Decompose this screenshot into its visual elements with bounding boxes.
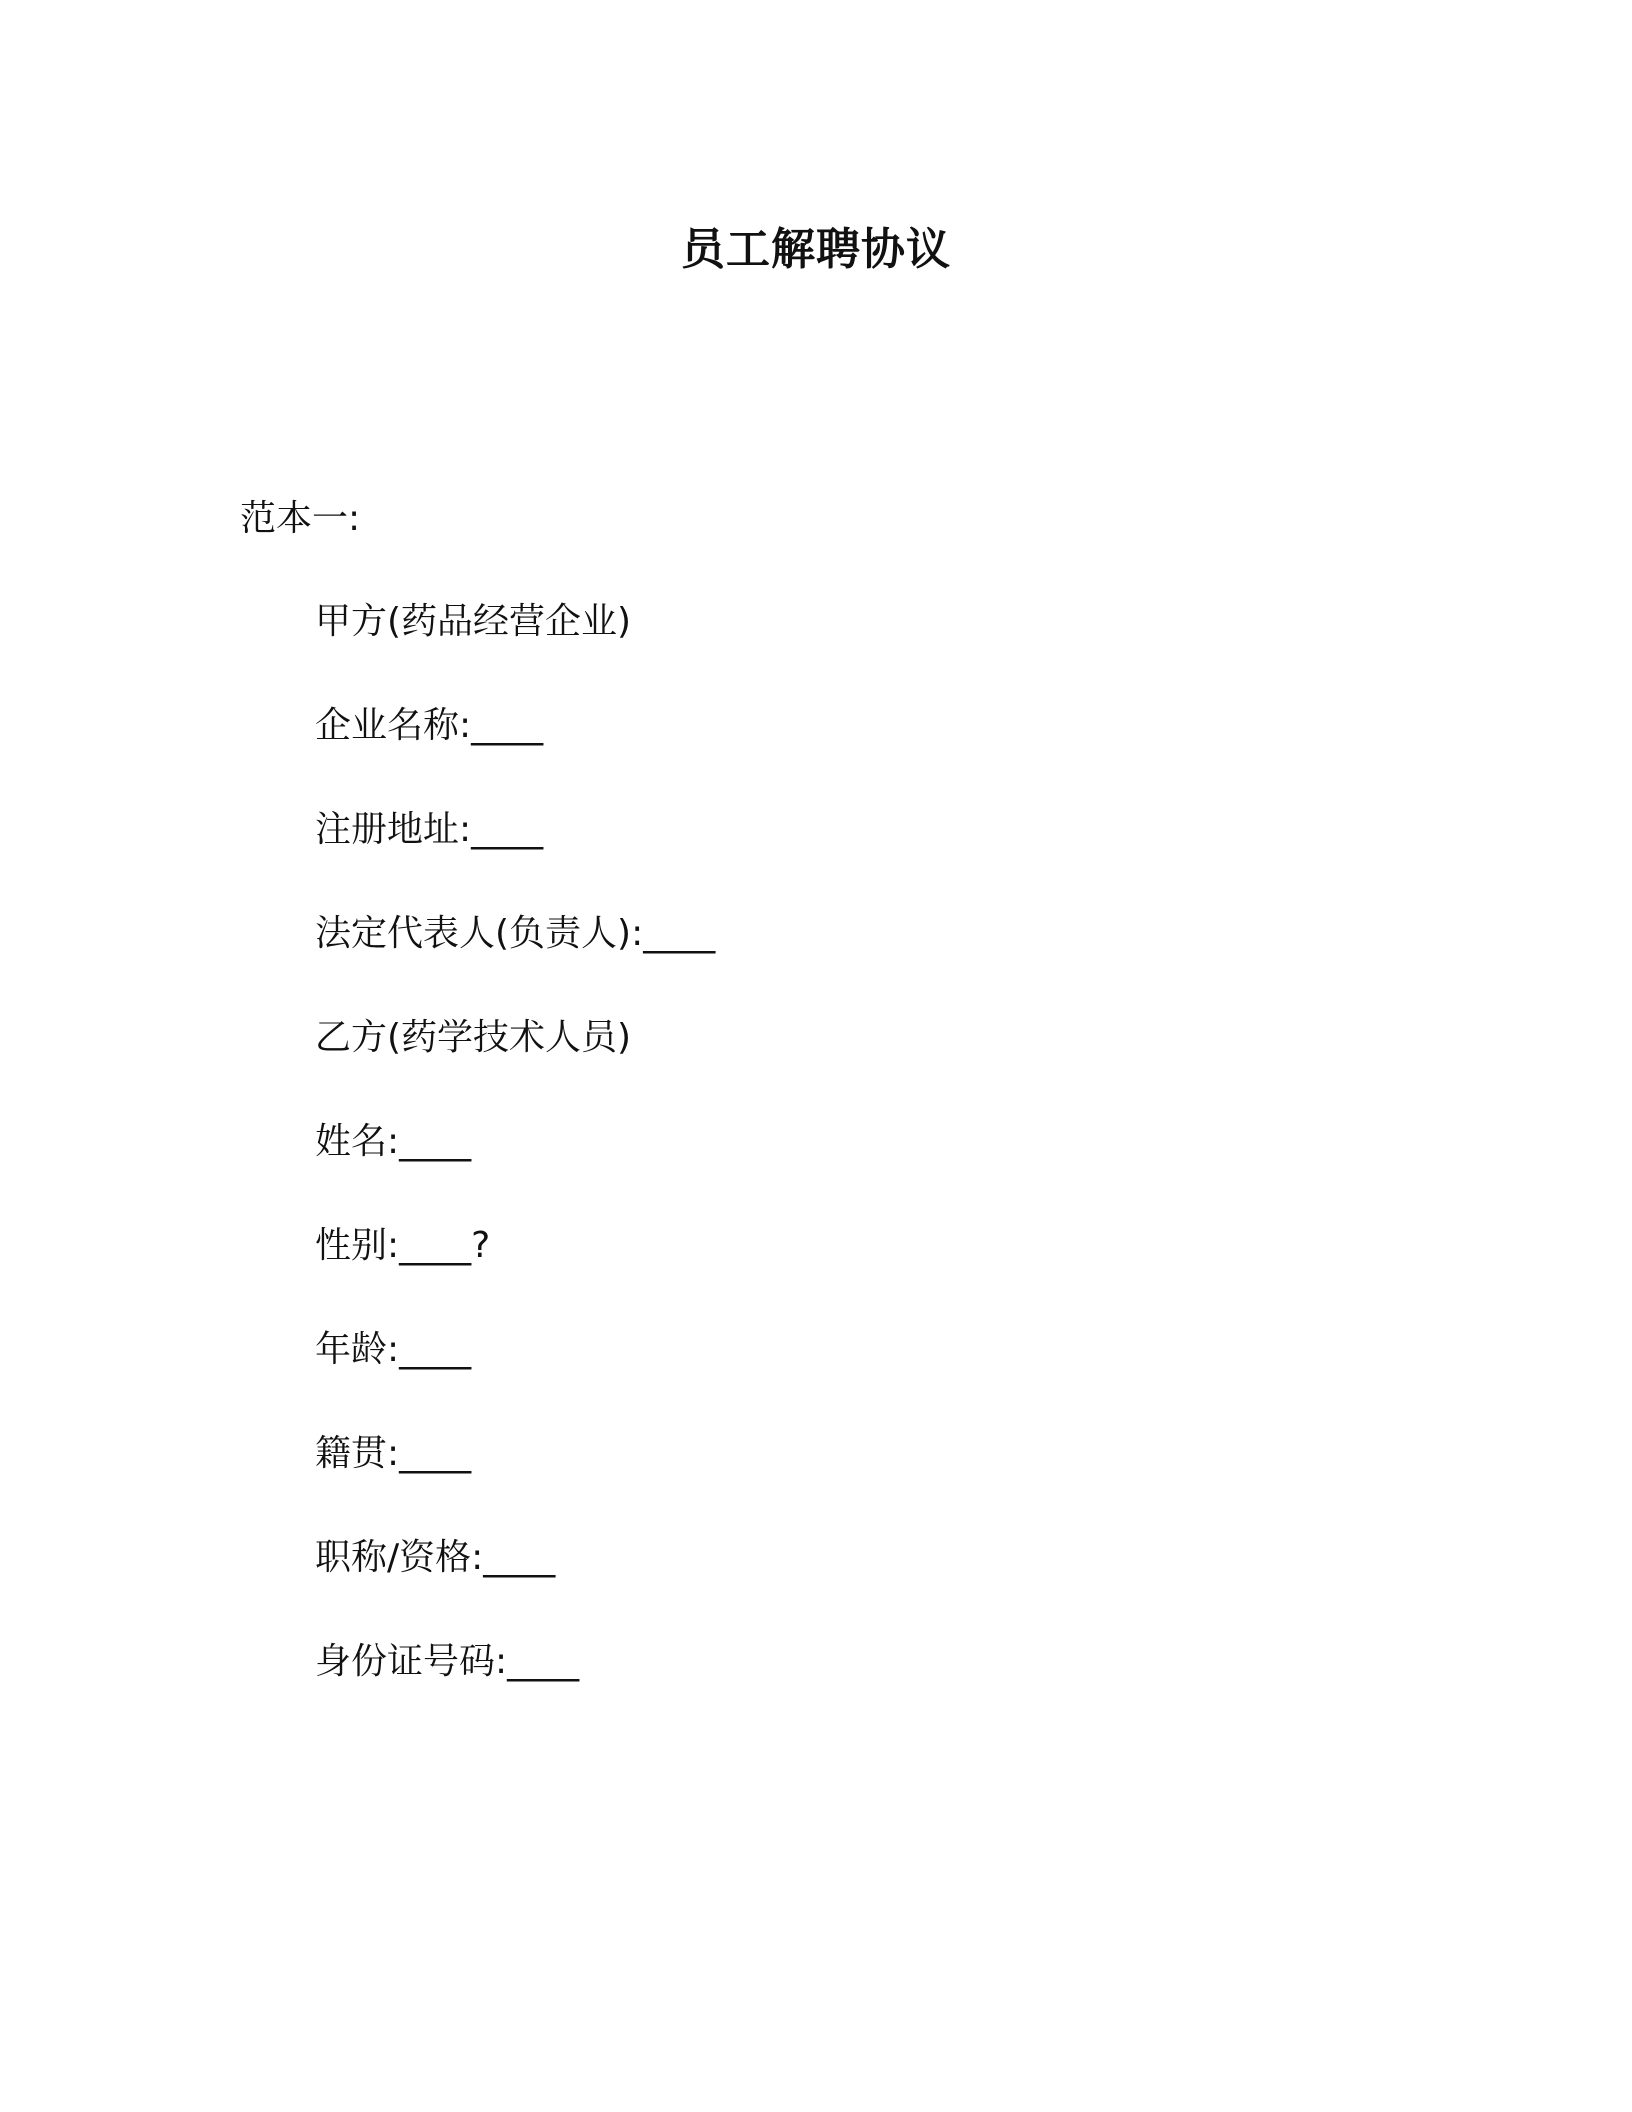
registered-address-field: 注册地址:____	[315, 809, 544, 850]
company-name-field: 企业名称:____	[315, 705, 544, 746]
native-place-field: 籍贯:____	[315, 1433, 472, 1474]
agreement-lines	[315, 598, 715, 1742]
sample-label: 范本一:	[240, 498, 361, 539]
title-qualification-field: 职称/资格:____	[315, 1537, 556, 1578]
party-a-heading: 甲方(药品经营企业)	[315, 601, 632, 642]
age-field: 年龄:____	[315, 1329, 472, 1370]
name-field: 姓名:____	[315, 1121, 472, 1162]
document-title: 员工解聘协议	[681, 224, 951, 275]
id-number-field: 身份证号码:____	[315, 1641, 580, 1682]
gender-field: 性别:____?	[315, 1225, 491, 1266]
legal-representative-field: 法定代表人(负责人):____	[315, 913, 716, 954]
party-b-heading: 乙方(药学技术人员)	[315, 1017, 632, 1058]
